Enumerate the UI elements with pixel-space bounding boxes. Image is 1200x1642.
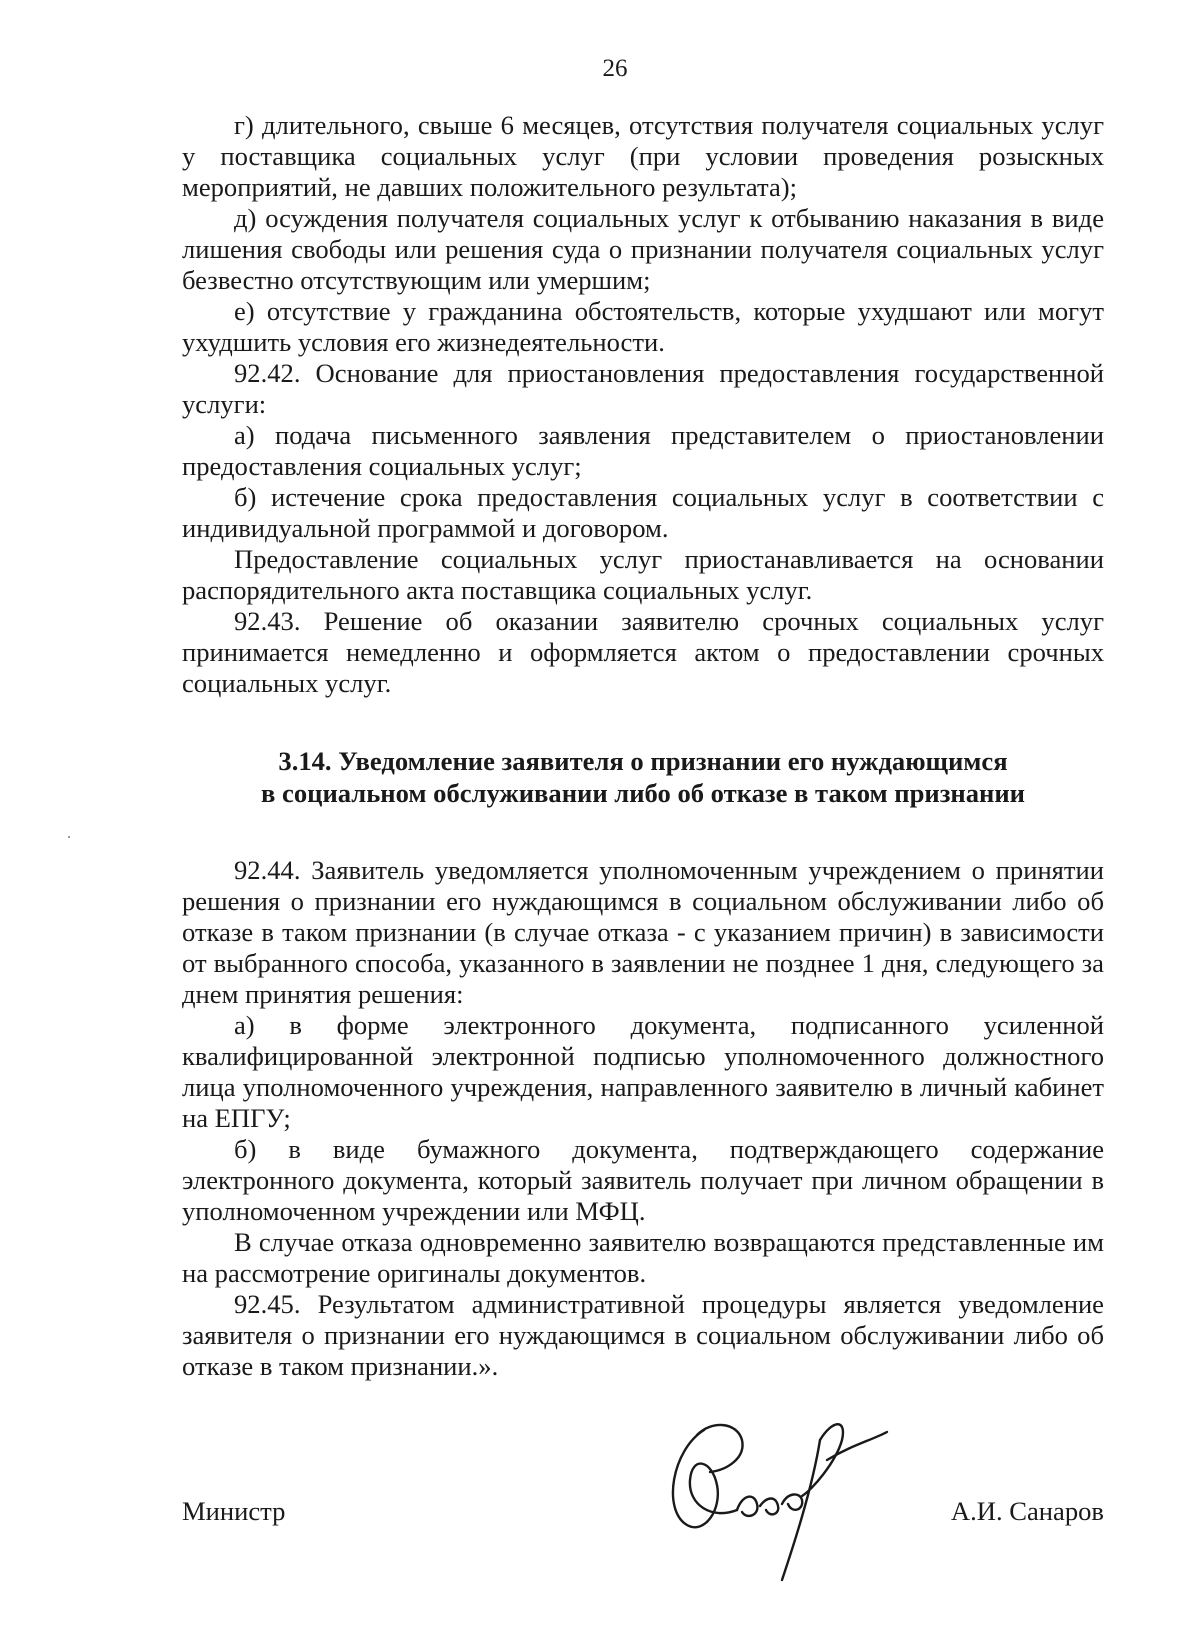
paragraph-92-45: 92.45. Результатом административной процедуры является уведомление заявителя о признании его нуждающимся в социальном обслуживании либо об отказе в таком признании.». bbox=[182, 1289, 1104, 1381]
document-body bbox=[182, 110, 1104, 1382]
paragraph-item-a-suspension: а) подача письменного заявления представителем о приостановлении предоставления социальных услуг; bbox=[182, 420, 1104, 481]
section-heading-line-1: 3.14. Уведомление заявителя о признании его нуждающимся bbox=[278, 746, 1008, 776]
signatory-name: А.И. Санаров bbox=[950, 1496, 1104, 1526]
page-number: 26 bbox=[602, 55, 628, 82]
paragraph-item-e: е) отсутствие у гражданина обстоятельств, которые ухудшают или могут ухудшить условия его жизнедеятельности. bbox=[182, 296, 1104, 357]
paragraph-item-b-suspension: б) истечение срока предоставления социальных услуг в соответствии с индивидуальной программой и договором. bbox=[182, 482, 1104, 543]
handwritten-signature bbox=[642, 1400, 892, 1590]
section-heading-line-2: в социальном обслуживании либо об отказе в таком признании bbox=[261, 778, 1025, 808]
paragraph-92-44: 92.44. Заявитель уведомляется уполномоченным учреждением о принятии решения о признании его нуждающимся в социальном обслуживании либо об отказе в таком признании (в случае отказа - с указанием причин) в зависимости от выбранного способа, указанного в заявлении не позднее 1 дня, следующего за днем принятия решения: bbox=[182, 855, 1104, 1009]
signature-block bbox=[182, 1470, 1104, 1550]
paragraph-92-42: 92.42. Основание для приостановления предоставления государственной услуги: bbox=[182, 358, 1104, 419]
paragraph-item-d: д) осуждения получателя социальных услуг к отбыванию наказания в виде лишения свободы или решения суда о признании получателя социальных услуг безвестно отсутствующим или умершим; bbox=[182, 203, 1104, 295]
paragraph-item-b-notification: б) в виде бумажного документа, подтверждающего содержание электронного документа, который заявитель получает при личном обращении в уполномоченном учреждении или МФЦ. bbox=[182, 1134, 1104, 1226]
paragraph-item-a-notification: а) в форме электронного документа, подписанного усиленной квалифицированной электронной подписью уполномоченного должностного лица уполномоченного учреждения, направленного заявителю в личный кабинет на ЕПГУ; bbox=[182, 1010, 1104, 1133]
scan-artifact bbox=[68, 836, 70, 838]
paragraph-item-g: г) длительного, свыше 6 месяцев, отсутствия получателя социальных услуг у поставщика социальных услуг (при условии проведения розыскных мероприятий, не давших положительного результата); bbox=[182, 110, 1104, 202]
paragraph-refusal-return: В случае отказа одновременно заявителю возвращаются представленные им на рассмотрение оригиналы документов. bbox=[182, 1227, 1104, 1288]
section-heading bbox=[182, 745, 1104, 809]
signatory-title: Министр bbox=[182, 1496, 286, 1526]
paragraph-suspension-basis: Предоставление социальных услуг приостанавливается на основании распорядительного акта поставщика социальных услуг. bbox=[182, 544, 1104, 605]
paragraph-92-43: 92.43. Решение об оказании заявителю срочных социальных услуг принимается немедленно и оформляется актом о предоставлении срочных социальных услуг. bbox=[182, 606, 1104, 698]
